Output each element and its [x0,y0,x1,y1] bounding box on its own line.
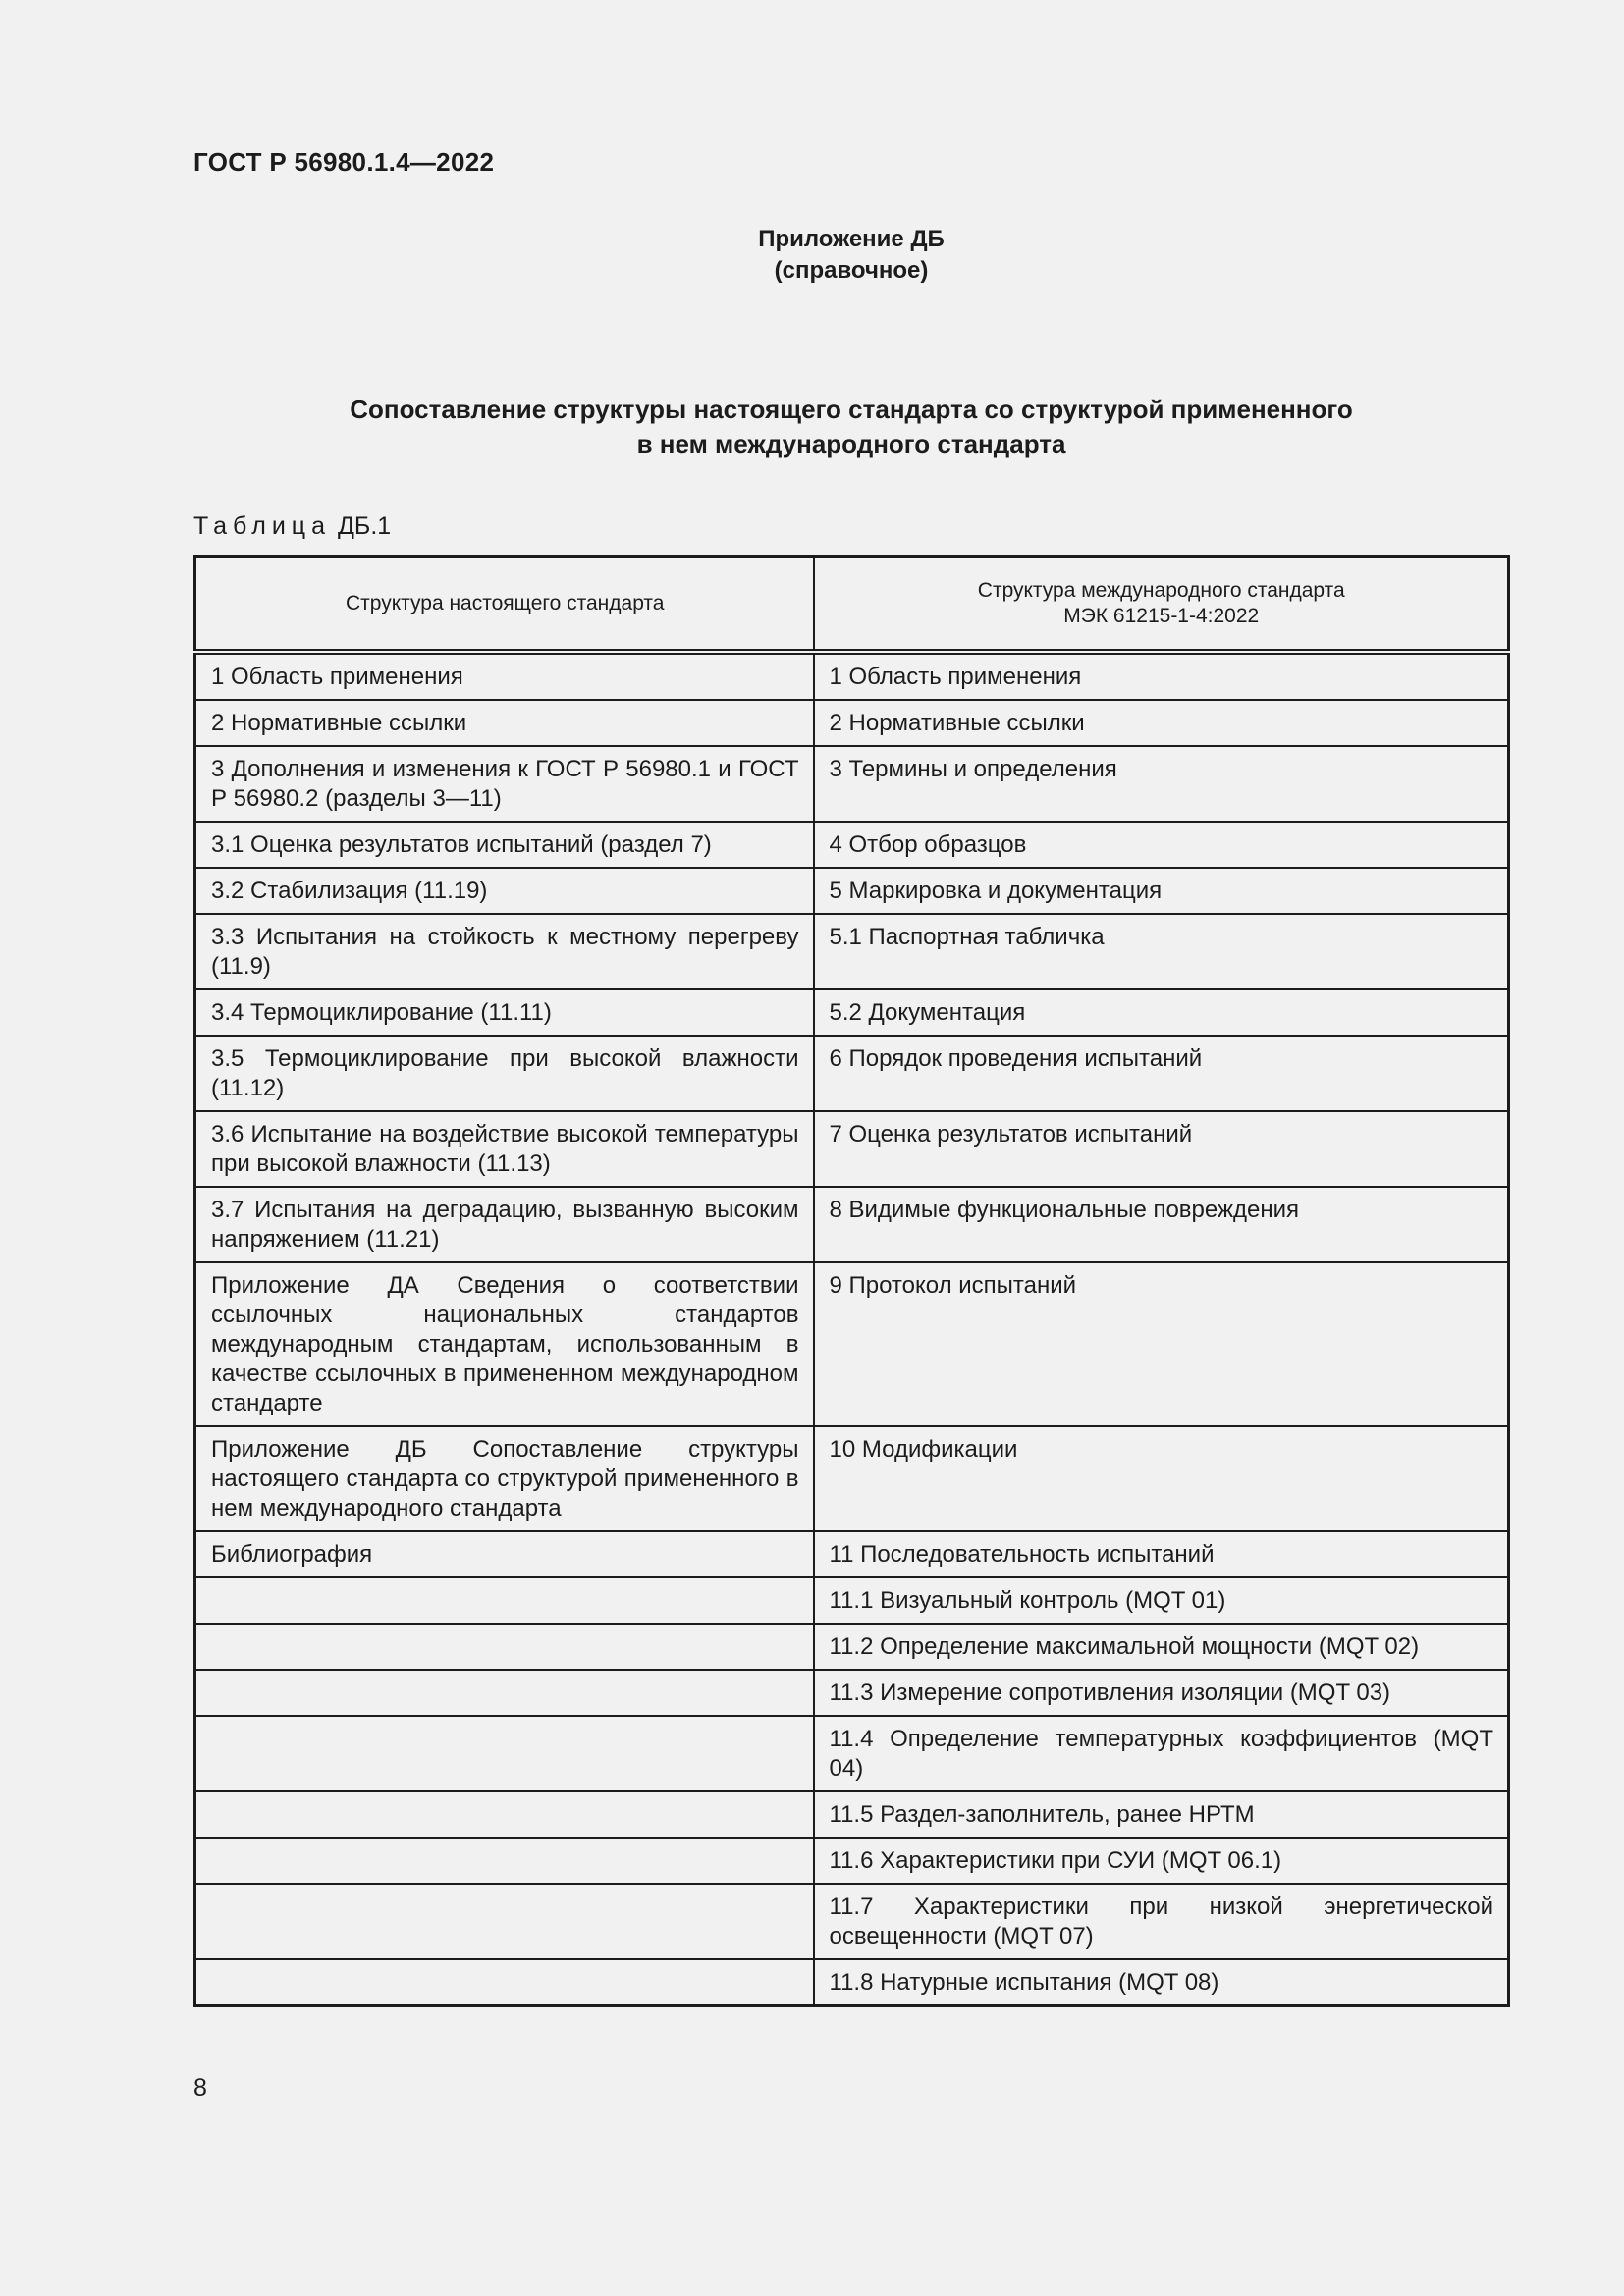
annex-title: Приложение ДБ [758,226,945,252]
table-row [195,1624,1509,1670]
table-row [195,1187,1509,1262]
cell-international-standard: 11.3 Измерение сопротивления изоляции (MQT 03) [814,1670,1509,1716]
cell-current-standard: Приложение ДБ Сопоставление структуры настоящего стандарта со структурой примененного в нем международного стандарта [195,1426,814,1531]
cell-international-standard: 9 Протокол испытаний [814,1262,1509,1426]
cell-international-standard: 7 Оценка результатов испытаний [814,1111,1509,1187]
cell-international-standard: 10 Модификации [814,1426,1509,1531]
cell-international-standard: 5 Маркировка и документация [814,868,1509,914]
table-row [195,746,1509,822]
cell-current-standard: 2 Нормативные ссылки [195,700,814,746]
header-international-line1: Структура международного стандарта [977,579,1345,602]
table-row [195,1262,1509,1426]
table-row [195,1531,1509,1577]
annex-heading [0,224,1624,287]
table-row [195,822,1509,868]
cell-international-standard: 11.4 Определение температурных коэффициентов (MQT 04) [814,1716,1509,1791]
table-row [195,1036,1509,1111]
table-row [195,1670,1509,1716]
table-row [195,1838,1509,1884]
cell-international-standard: 6 Порядок проведения испытаний [814,1036,1509,1111]
cell-international-standard: 11.6 Характеристики при СУИ (MQT 06.1) [814,1838,1509,1884]
header-current-standard: Структура настоящего стандарта [195,557,814,653]
document-id: ГОСТ Р 56980.1.4—2022 [193,147,495,177]
cell-international-standard: 8 Видимые функциональные повреждения [814,1187,1509,1262]
table-row [195,914,1509,989]
section-title [0,393,1624,461]
cell-current-standard: 3.1 Оценка результатов испытаний (раздел 7) [195,822,814,868]
table-row [195,1577,1509,1624]
section-title-line2: в нем международного стандарта [636,429,1066,458]
cell-current-standard [195,1838,814,1884]
cell-international-standard: 5.1 Паспортная табличка [814,914,1509,989]
cell-international-standard: 11.8 Натурные испытания (MQT 08) [814,1959,1509,2006]
cell-international-standard: 3 Термины и определения [814,746,1509,822]
cell-international-standard: 2 Нормативные ссылки [814,700,1509,746]
table-caption-number: ДБ.1 [337,512,392,540]
table-row [195,1111,1509,1187]
table-row [195,989,1509,1036]
cell-international-standard: 11.5 Раздел-заполнитель, ранее НРТМ [814,1791,1509,1838]
cell-current-standard: 3.6 Испытание на воздействие высокой температуры при высокой влажности (11.13) [195,1111,814,1187]
cell-current-standard [195,1577,814,1624]
cell-international-standard: 11.7 Характеристики при низкой энергетической освещенности (MQT 07) [814,1884,1509,1959]
table-row [195,1884,1509,1959]
cell-current-standard: 3.5 Термоциклирование при высокой влажности (11.12) [195,1036,814,1111]
table-row [195,652,1509,700]
table-row [195,868,1509,914]
cell-current-standard: 3.2 Стабилизация (11.19) [195,868,814,914]
table-header-row [195,557,1509,653]
table-caption [193,512,391,541]
header-international-line2: МЭК 61215-1-4:2022 [1063,605,1260,627]
cell-international-standard: 11 Последовательность испытаний [814,1531,1509,1577]
table-row [195,1959,1509,2006]
table-caption-prefix: Таблица [193,512,332,540]
cell-international-standard: 4 Отбор образцов [814,822,1509,868]
structure-comparison-table [193,555,1510,2007]
cell-current-standard: Приложение ДА Сведения о соответствии ссылочных национальных стандартов международным стандартам, использованным в качестве ссылочных в примененном международном стандарте [195,1262,814,1426]
cell-current-standard [195,1624,814,1670]
cell-current-standard [195,1670,814,1716]
cell-current-standard: 3.4 Термоциклирование (11.11) [195,989,814,1036]
cell-current-standard: 3.7 Испытания на деградацию, вызванную высоким напряжением (11.21) [195,1187,814,1262]
cell-current-standard: 1 Область применения [195,652,814,700]
header-international-standard [814,557,1509,653]
cell-current-standard: 3 Дополнения и изменения к ГОСТ Р 56980.1 и ГОСТ Р 56980.2 (разделы 3—11) [195,746,814,822]
table-row [195,1716,1509,1791]
cell-current-standard [195,1791,814,1838]
cell-international-standard: 1 Область применения [814,652,1509,700]
table-row [195,700,1509,746]
table-row [195,1791,1509,1838]
table-body [195,652,1509,2006]
annex-subtitle: (справочное) [774,257,929,284]
cell-current-standard [195,1959,814,2006]
cell-current-standard: 3.3 Испытания на стойкость к местному перегреву (11.9) [195,914,814,989]
cell-current-standard [195,1716,814,1791]
cell-current-standard: Библиография [195,1531,814,1577]
cell-international-standard: 11.1 Визуальный контроль (MQT 01) [814,1577,1509,1624]
cell-international-standard: 5.2 Документация [814,989,1509,1036]
section-title-line1: Сопоставление структуры настоящего стандарта со структурой примененного [350,395,1353,424]
table-row [195,1426,1509,1531]
cell-international-standard: 11.2 Определение максимальной мощности (MQT 02) [814,1624,1509,1670]
cell-current-standard [195,1884,814,1959]
page-number: 8 [193,2074,207,2102]
